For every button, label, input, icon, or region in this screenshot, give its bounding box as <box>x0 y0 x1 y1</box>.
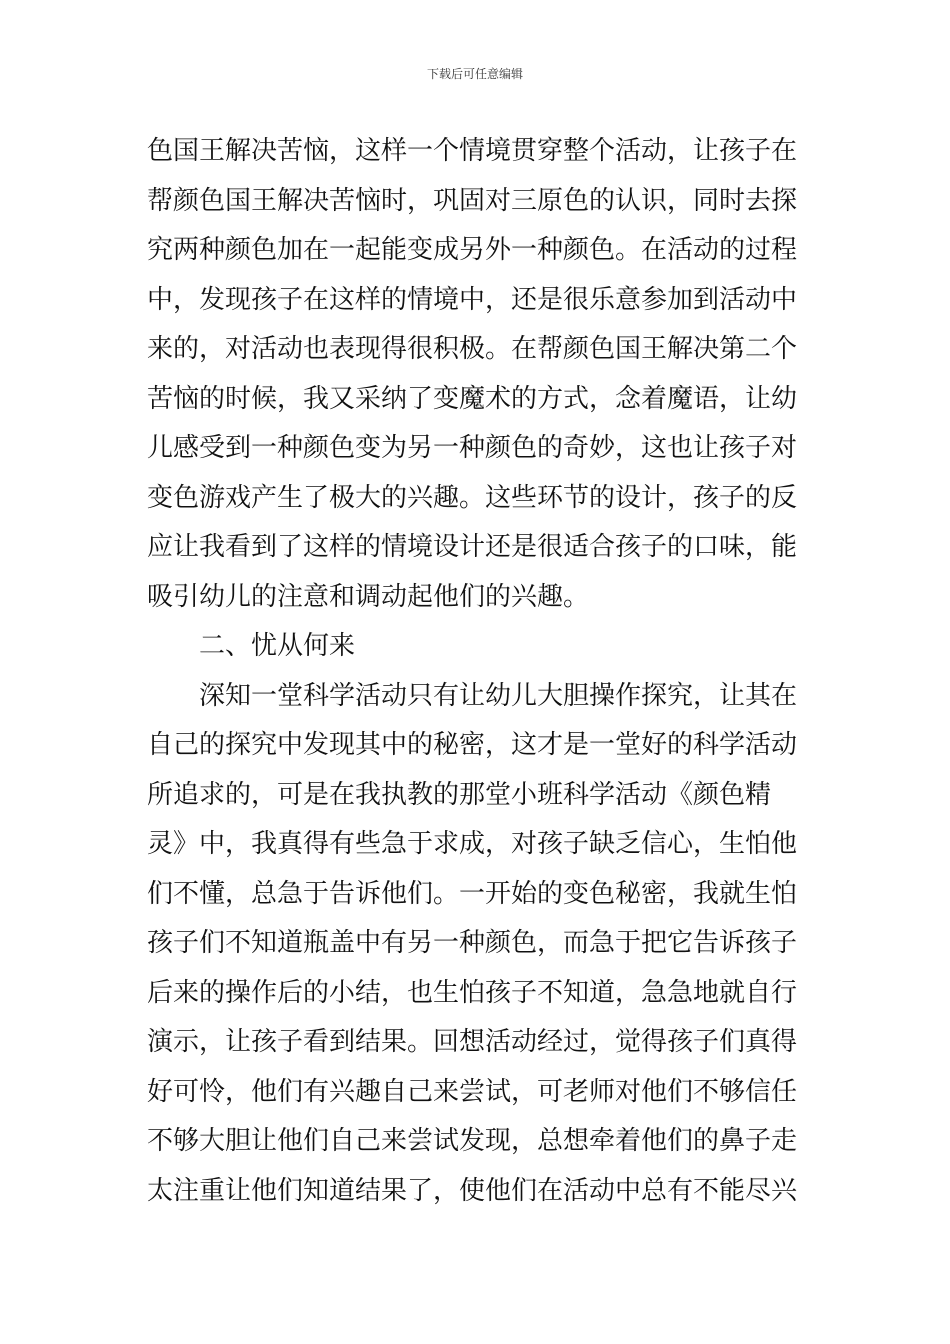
document-body <box>147 127 809 1216</box>
body-line: 帮颜色国王解决苦恼时，巩固对三原色的认识，同时去探 <box>147 185 798 216</box>
body-line: 变色游戏产生了极大的兴趣。这些环节的设计，孩子的反 <box>147 482 798 513</box>
section-heading: 二、忧从何来 <box>199 631 356 661</box>
body-line: 后来的操作后的小结，也生怕孩子不知道，急急地就自行 <box>147 977 798 1008</box>
body-line: 好可怜，他们有兴趣自己来尝试，可老师对他们不够信任 <box>147 1076 798 1107</box>
body-line: 应让我看到了这样的情境设计还是很适合孩子的口味，能 <box>147 532 798 562</box>
body-line: 儿感受到一种颜色变为另一种颜色的奇妙，这也让孩子对 <box>147 433 798 463</box>
body-line: 孩子们不知道瓶盖中有另一种颜色，而急于把它告诉孩子 <box>147 928 798 958</box>
body-line: 苦恼的时候，我又采纳了变魔术的方式，念着魔语，让幼 <box>147 383 798 414</box>
paragraph-first-line: 深知一堂科学活动只有让幼儿大胆操作探究，让其在 <box>199 680 798 711</box>
body-line: 色国王解决苦恼，这样一个情境贯穿整个活动，让孩子在 <box>147 136 798 166</box>
body-line: 究两种颜色加在一起能变成另外一种颜色。在活动的过程 <box>147 235 798 265</box>
body-line: 自己的探究中发现其中的秘密，这才是一堂好的科学活动 <box>147 730 798 760</box>
body-line: 吸引幼儿的注意和调动起他们的兴趣。 <box>147 581 590 612</box>
body-line: 演示，让孩子看到结果。回想活动经过，觉得孩子们真得 <box>147 1027 798 1057</box>
body-line: 们不懂，总急于告诉他们。一开始的变色秘密，我就生怕 <box>147 878 798 909</box>
body-line: 所追求的，可是在我执教的那堂小班科学活动《颜色精 <box>147 779 772 810</box>
body-line: 来的，对活动也表现得很积极。在帮颜色国王解决第二个 <box>147 334 798 364</box>
body-line: 灵》中，我真得有些急于求成，对孩子缺乏信心，生怕他 <box>147 829 798 859</box>
body-line: 中，发现孩子在这样的情境中，还是很乐意参加到活动中 <box>147 284 798 315</box>
body-line: 不够大胆让他们自己来尝试发现，总想牵着他们的鼻子走 <box>147 1126 798 1156</box>
page-header: 下载后可任意编辑 <box>426 67 523 81</box>
body-line: 太注重让他们知道结果了，使他们在活动中总有不能尽兴 <box>147 1175 798 1206</box>
